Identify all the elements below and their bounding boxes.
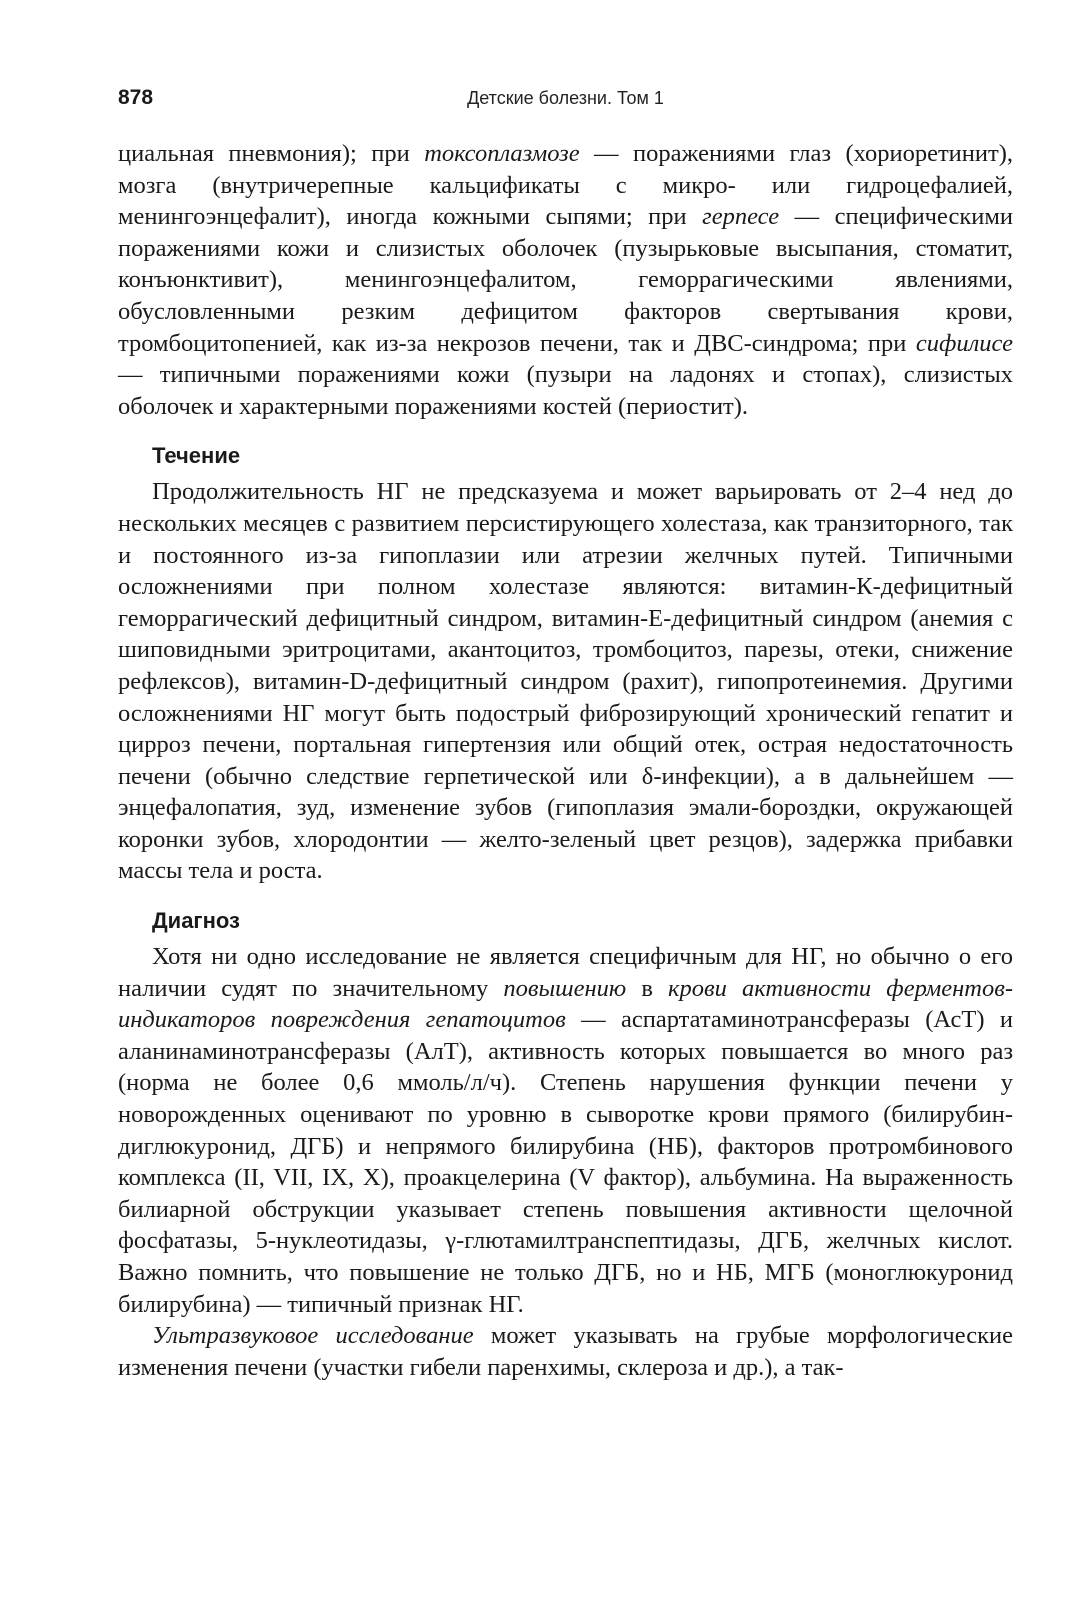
italic-term-syphilis: сифилисе: [915, 329, 1013, 357]
paragraph-clinical-manifestations: [118, 138, 1013, 422]
body-text: [118, 138, 1013, 1383]
text-run: — поражениями глаз (хориоретинит), мозга (внутричерепные кальцификаты с микро- или гидроцефалией, менингоэнцефалит), иногда кожными сыпями; при: [118, 140, 1013, 231]
text-run: — типичными поражениями кожи (пузыри на ладонях и стопах), слизистых оболочек и характерными поражениями костей (периостит).: [118, 361, 1013, 420]
section-heading-diagnosis: Диагноз: [152, 908, 240, 934]
italic-term-herpes: герпесе: [702, 203, 780, 231]
italic-term-ultrasound: Ультразвуковое исследование: [152, 1322, 474, 1350]
running-title: Детские болезни. Том 1: [467, 88, 664, 108]
page-number: 878: [118, 86, 154, 109]
italic-term-enzymes: крови активности ферментов-индикаторов повреждения гепатоцитов: [118, 974, 1014, 1034]
paragraph-diagnosis: [118, 941, 1013, 1320]
italic-term-toxoplasmosis: токсоплазмозе: [424, 140, 580, 167]
text-run: Хотя ни одно исследование не является специфичным для НГ, но обычно о его наличии судят по значительному: [118, 943, 1013, 1002]
text-run: может указывать на грубые морфологические изменения печени (участки гибели паренхимы, склероза и др.), а так-: [118, 1322, 1013, 1381]
paragraph-ultrasound: [118, 1320, 1013, 1383]
text-run: в: [626, 974, 669, 1002]
section-heading-course: Течение: [152, 443, 241, 469]
text-run: циальная пневмония); при: [118, 140, 425, 167]
text-run: — специфическими поражениями кожи и слизистых оболочек (пузырьковые высыпания, стоматит, конъюнктивит), менингоэнцефалитом, геморрагическими явлениями, обусловленными резким дефицитом факторов свертывания крови, тромбоцитопенией, как из-за некрозов печени, так и ДВС-синдрома; при: [118, 203, 1013, 357]
italic-term-increase: повышению: [503, 974, 627, 1002]
text-run: — аспартатаминотрансферазы (АсТ) и аланинаминотрансферазы (АлТ), активность которых повышается во много раз (норма не более 0,6 ммоль/л/ч). Степень нарушения функции печени у новорожденных оценивают по уровню в сыворотке крови прямого (билирубин-диглюкуронид, ДГБ) и непрямого билирубина (НБ), факторов протромбинового комплекса (II, VII, IX, X), проакцелерина (V фактор), альбумина. На выраженность билиарной обструкции указывает степень повышения активности щелочной фосфатазы, 5-нуклеотидазы, γ-глютамилтранспептидазы, ДГБ, желчных кислот. Важно помнить, что повышение не только ДГБ, но и НБ, МГБ (моноглюкуронид билирубина) — типичный признак НГ.: [118, 1006, 1013, 1318]
page-header: [118, 86, 1013, 118]
paragraph-course: Продолжительность НГ не предсказуема и может варьировать от 2–4 нед до нескольких месяцев с развитием персистирующего холестаза, как транзиторного, так и постоянного из-за гипоплазии или атрезии желчных путей. Типичными осложнениями при полном холестазе являются: витамин-К-дефицитный геморрагический дефицитный синдром, витамин-Е-дефицитный синдром (анемия с шиповидными эритроцитами, акантоцитоз, тромбоцитоз, парезы, отеки, снижение рефлексов), витамин-D-дефицитный синдром (рахит), гипопротеинемия. Другими осложнениями НГ могут быть подострый фиброзирующий хронический гепатит и цирроз печени, портальная гипертензия или общий отек, острая недостаточность печени (обычно следствие герпетической или δ-инфекции), а в дальнейшем — энцефалопатия, зуд, изменение зубов (гипоплазия эмали-бороздки, окружающей коронки зубов, хлородонтии — желто-зеленый цвет резцов), задержка прибавки массы тела и роста.: [118, 478, 1013, 885]
